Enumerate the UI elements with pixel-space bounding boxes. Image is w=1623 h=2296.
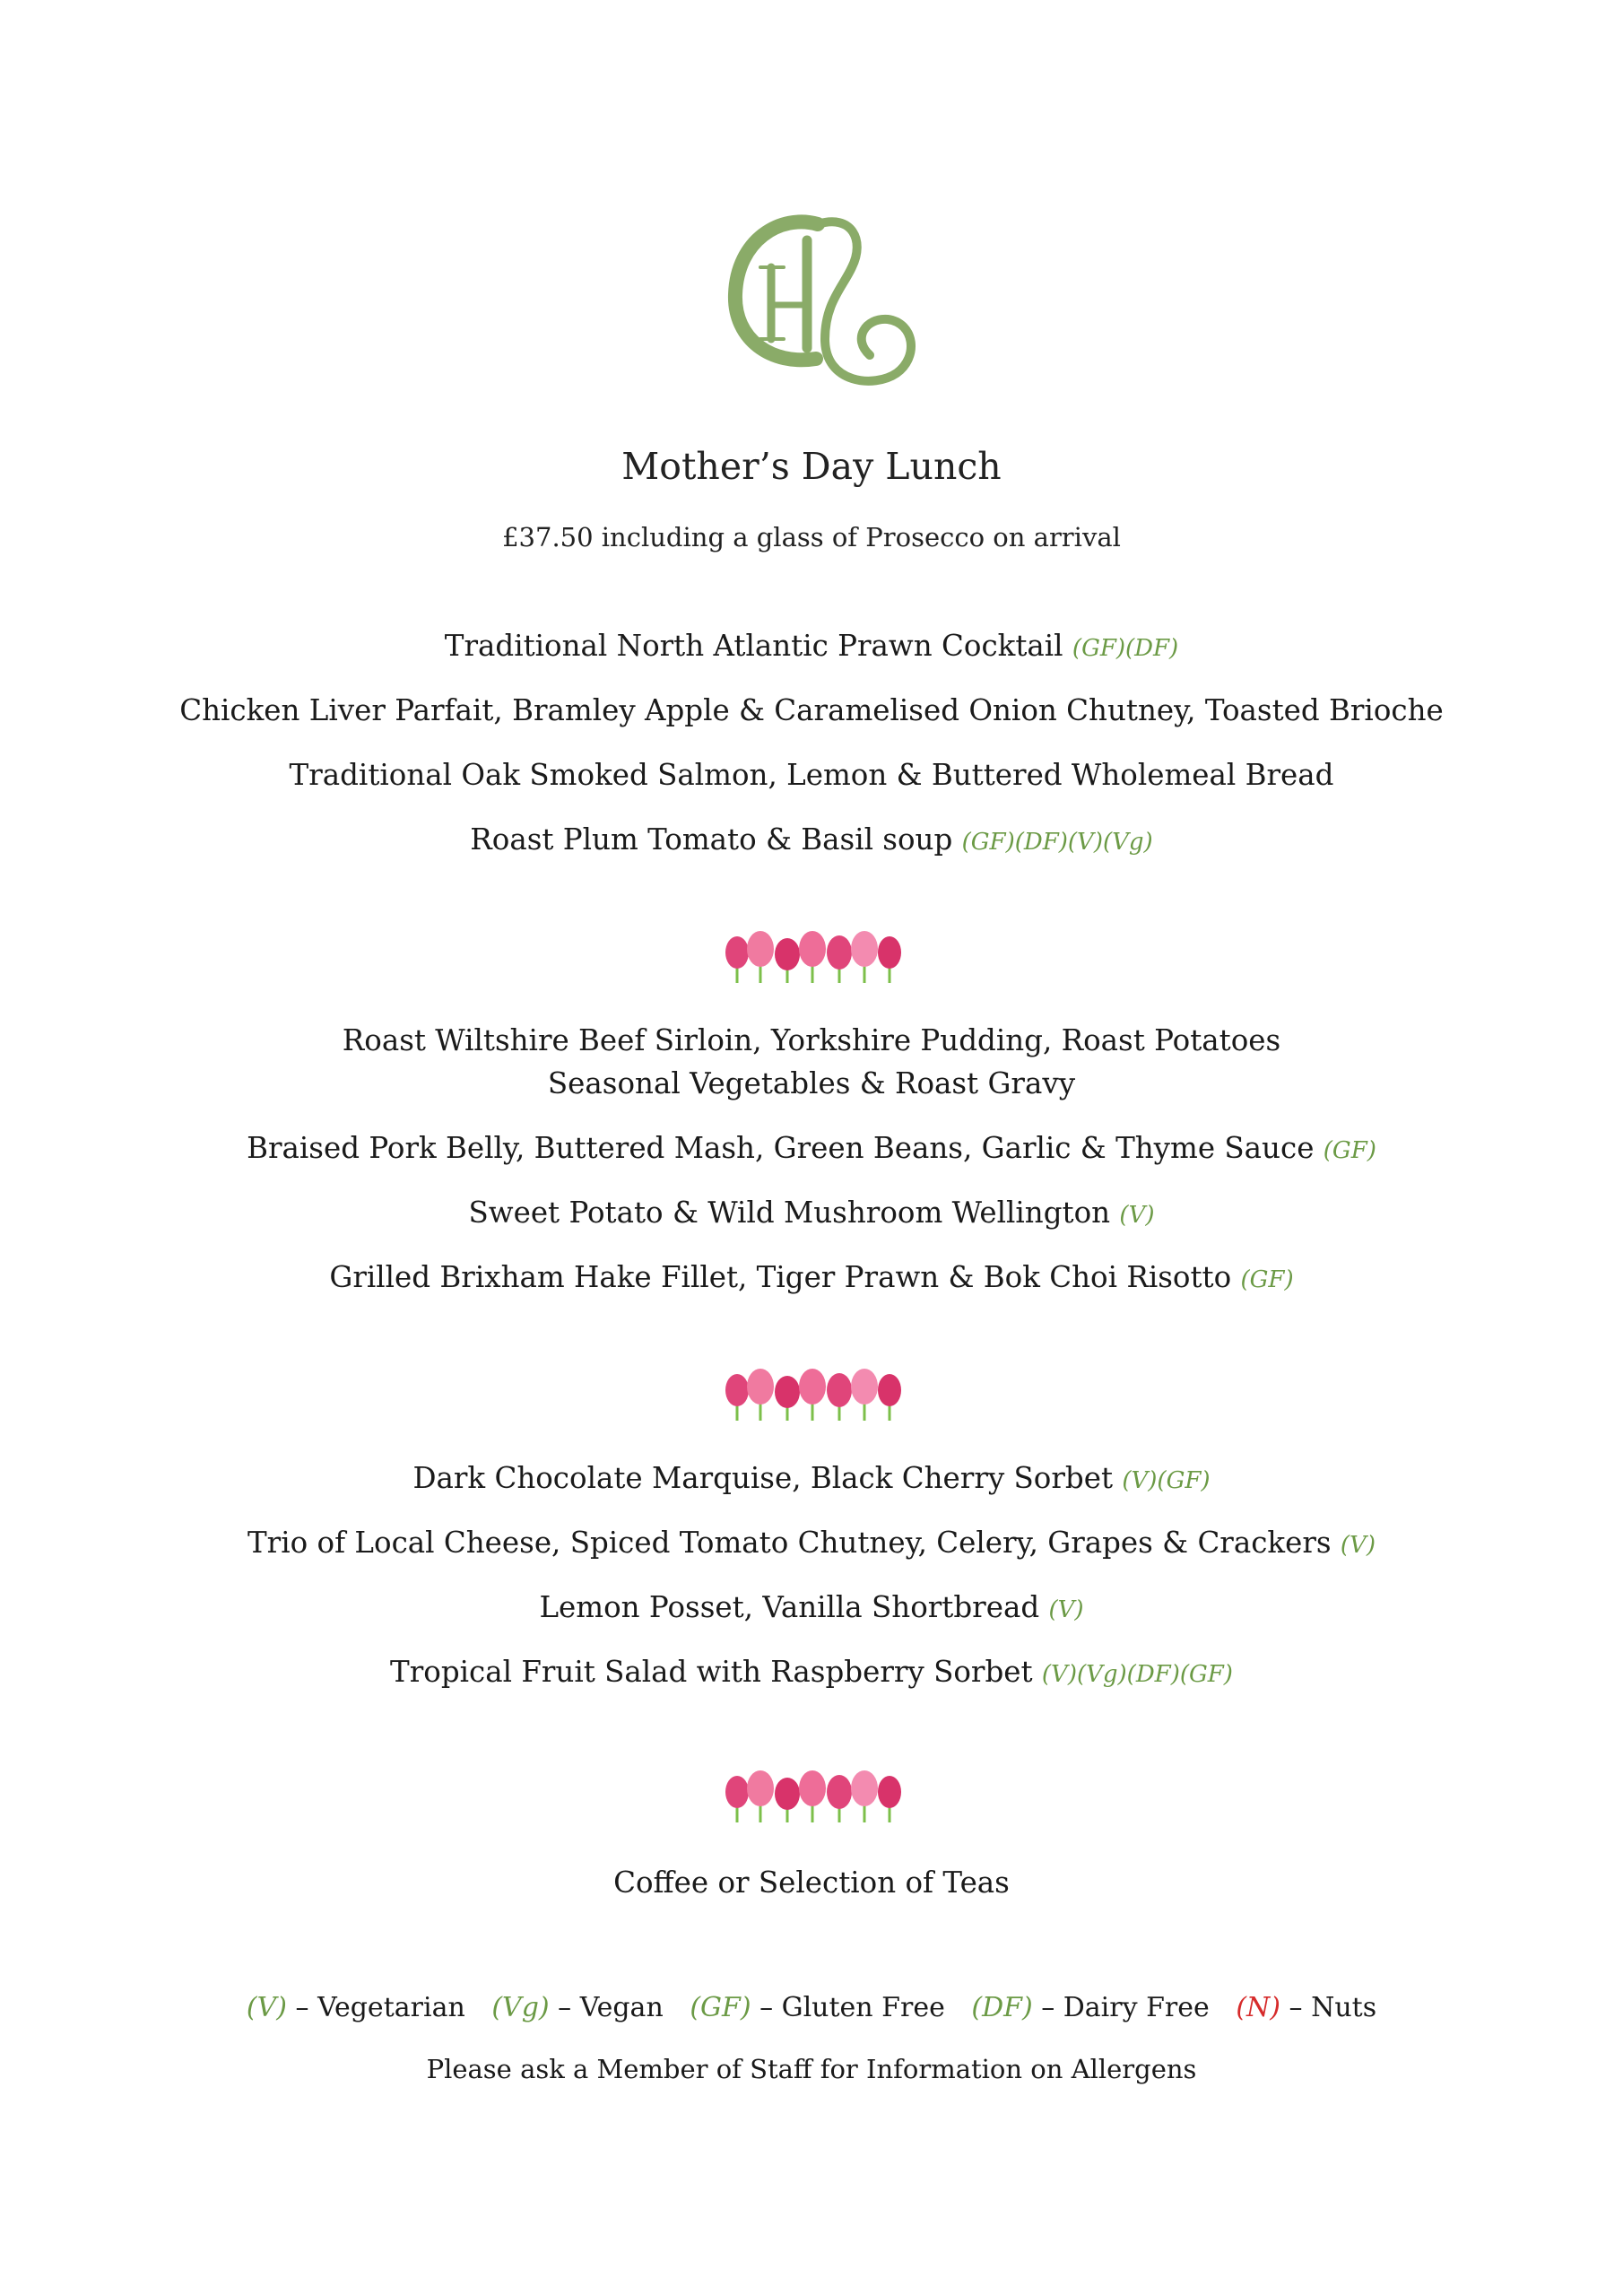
starter-item [0, 691, 1623, 730]
starter-item [0, 820, 1623, 862]
dish-name: Braised Pork Belly, Buttered Mash, Green Beans, Garlic & Thyme Sauce [247, 1131, 1315, 1165]
dietary-tags: (GF) [1240, 1266, 1294, 1293]
dish-name: Seasonal Vegetables & Roast Gravy [547, 1066, 1076, 1100]
legend-item-nuts [1236, 1992, 1376, 2023]
legend-item-dairy-free [971, 1992, 1209, 2023]
dish-name: Tropical Fruit Salad with Raspberry Sorbet [390, 1655, 1033, 1689]
dish-name: Grilled Brixham Hake Fillet, Tiger Prawn & Bok Choi Risotto [329, 1260, 1232, 1294]
dish-name: Roast Wiltshire Beef Sirloin, Yorkshire Pudding, Roast Potatoes [342, 1023, 1281, 1057]
tulip-divider-icon [725, 1767, 906, 1822]
dish-name: Trio of Local Cheese, Spiced Tomato Chutney, Celery, Grapes & Crackers [247, 1526, 1332, 1560]
dish-name: Roast Plum Tomato & Basil soup [470, 822, 953, 857]
legend-key: (GF) [690, 1992, 751, 2023]
tulip-divider-icon [725, 927, 906, 983]
dietary-tags: (GF)(DF)(V)(Vg) [961, 829, 1153, 856]
dietary-tags: (V)(GF) [1122, 1467, 1211, 1494]
legend-item-vegetarian [247, 1992, 465, 2023]
legend-item-vegan [491, 1992, 663, 2023]
menu-title: Mother’s Day Lunch [621, 445, 1002, 488]
dietary-tags: (GF) [1323, 1137, 1376, 1164]
legend-label: – Vegetarian [295, 1992, 465, 2023]
allergen-note: Please ask a Member of Staff for Information on Allergens [426, 2054, 1197, 2084]
legend-label: – Vegan [558, 1992, 664, 2023]
legend-key: (DF) [971, 1992, 1033, 2023]
dish-name: Sweet Potato & Wild Mushroom Wellington [468, 1196, 1111, 1230]
main-item-continued [0, 1064, 1623, 1103]
dish-name: Dark Chocolate Marquise, Black Cherry Sorbet [412, 1461, 1114, 1495]
legend-key: (N) [1236, 1992, 1280, 2023]
dish-name: Lemon Posset, Vanilla Shortbread [539, 1590, 1040, 1624]
dish-name: Traditional Oak Smoked Salmon, Lemon & Buttered Wholemeal Bread [289, 758, 1334, 792]
legend-key: (V) [246, 1992, 287, 2023]
dessert-item [0, 1652, 1623, 1694]
dessert-item [0, 1458, 1623, 1500]
main-item [0, 1128, 1623, 1170]
main-item [0, 1021, 1623, 1060]
legend-label: – Gluten Free [759, 1992, 945, 2023]
main-item [0, 1193, 1623, 1235]
legend-label: – Dairy Free [1041, 1992, 1210, 2023]
starter-item [0, 755, 1623, 795]
dietary-legend [0, 1992, 1623, 2023]
starter-item [0, 626, 1623, 668]
dish-name: Traditional North Atlantic Prawn Cocktail [444, 629, 1063, 663]
dietary-tags: (V) [1340, 1532, 1376, 1559]
coffee-line: Coffee or Selection of Teas [613, 1866, 1010, 1900]
dietary-tags: (V)(Vg)(DF)(GF) [1041, 1661, 1233, 1688]
main-item [0, 1257, 1623, 1300]
dietary-tags: (V) [1119, 1202, 1155, 1229]
dish-name: Chicken Liver Parfait, Bramley Apple & Caramelised Onion Chutney, Toasted Brioche [179, 693, 1444, 727]
dessert-item [0, 1523, 1623, 1565]
tulip-divider-icon [725, 1365, 906, 1421]
monogram-logo [717, 204, 924, 393]
dietary-tags: (GF)(DF) [1072, 635, 1179, 662]
legend-label: – Nuts [1289, 1992, 1377, 2023]
dietary-tags: (V) [1048, 1596, 1084, 1623]
dessert-item [0, 1587, 1623, 1630]
legend-key: (Vg) [491, 1992, 550, 2023]
legend-item-gluten-free [690, 1992, 945, 2023]
price-line: £37.50 including a glass of Prosecco on arrival [502, 522, 1121, 552]
